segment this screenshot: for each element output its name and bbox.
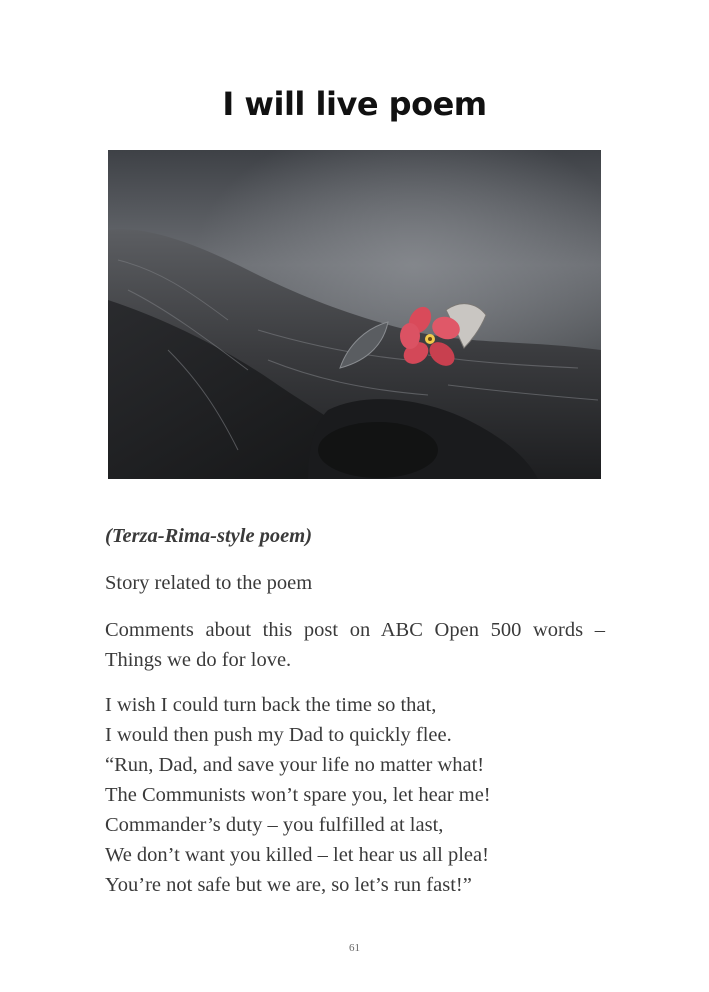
poem-stanza xyxy=(105,690,605,900)
poem-line-2: I would then push my Dad to quickly flee. xyxy=(105,724,452,746)
poem-line-3: “Run, Dad, and save your life no matter what! xyxy=(105,754,485,776)
poem-line-7: You’re not safe but we are, so let’s run fast!” xyxy=(105,874,472,896)
page-title: I will live poem xyxy=(222,85,487,123)
charred-wood-flower-photo xyxy=(108,150,601,479)
poem-line-5: Commander’s duty – you fulfilled at last, xyxy=(105,814,444,836)
page-number: 61 xyxy=(349,942,360,954)
poem-line-1: I wish I could turn back the time so that, xyxy=(105,694,437,716)
poem-line-6: We don’t want you killed – let hear us all plea! xyxy=(105,844,489,866)
poem-line-4: The Communists won’t spare you, let hear me! xyxy=(105,784,491,806)
poem-style-subtitle: (Terza-Rima-style poem) xyxy=(105,525,313,547)
story-link[interactable]: Story related to the poem xyxy=(105,572,313,594)
comments-link[interactable]: Comments about this post on ABC Open 500 words – Things we do for love. xyxy=(105,619,605,671)
